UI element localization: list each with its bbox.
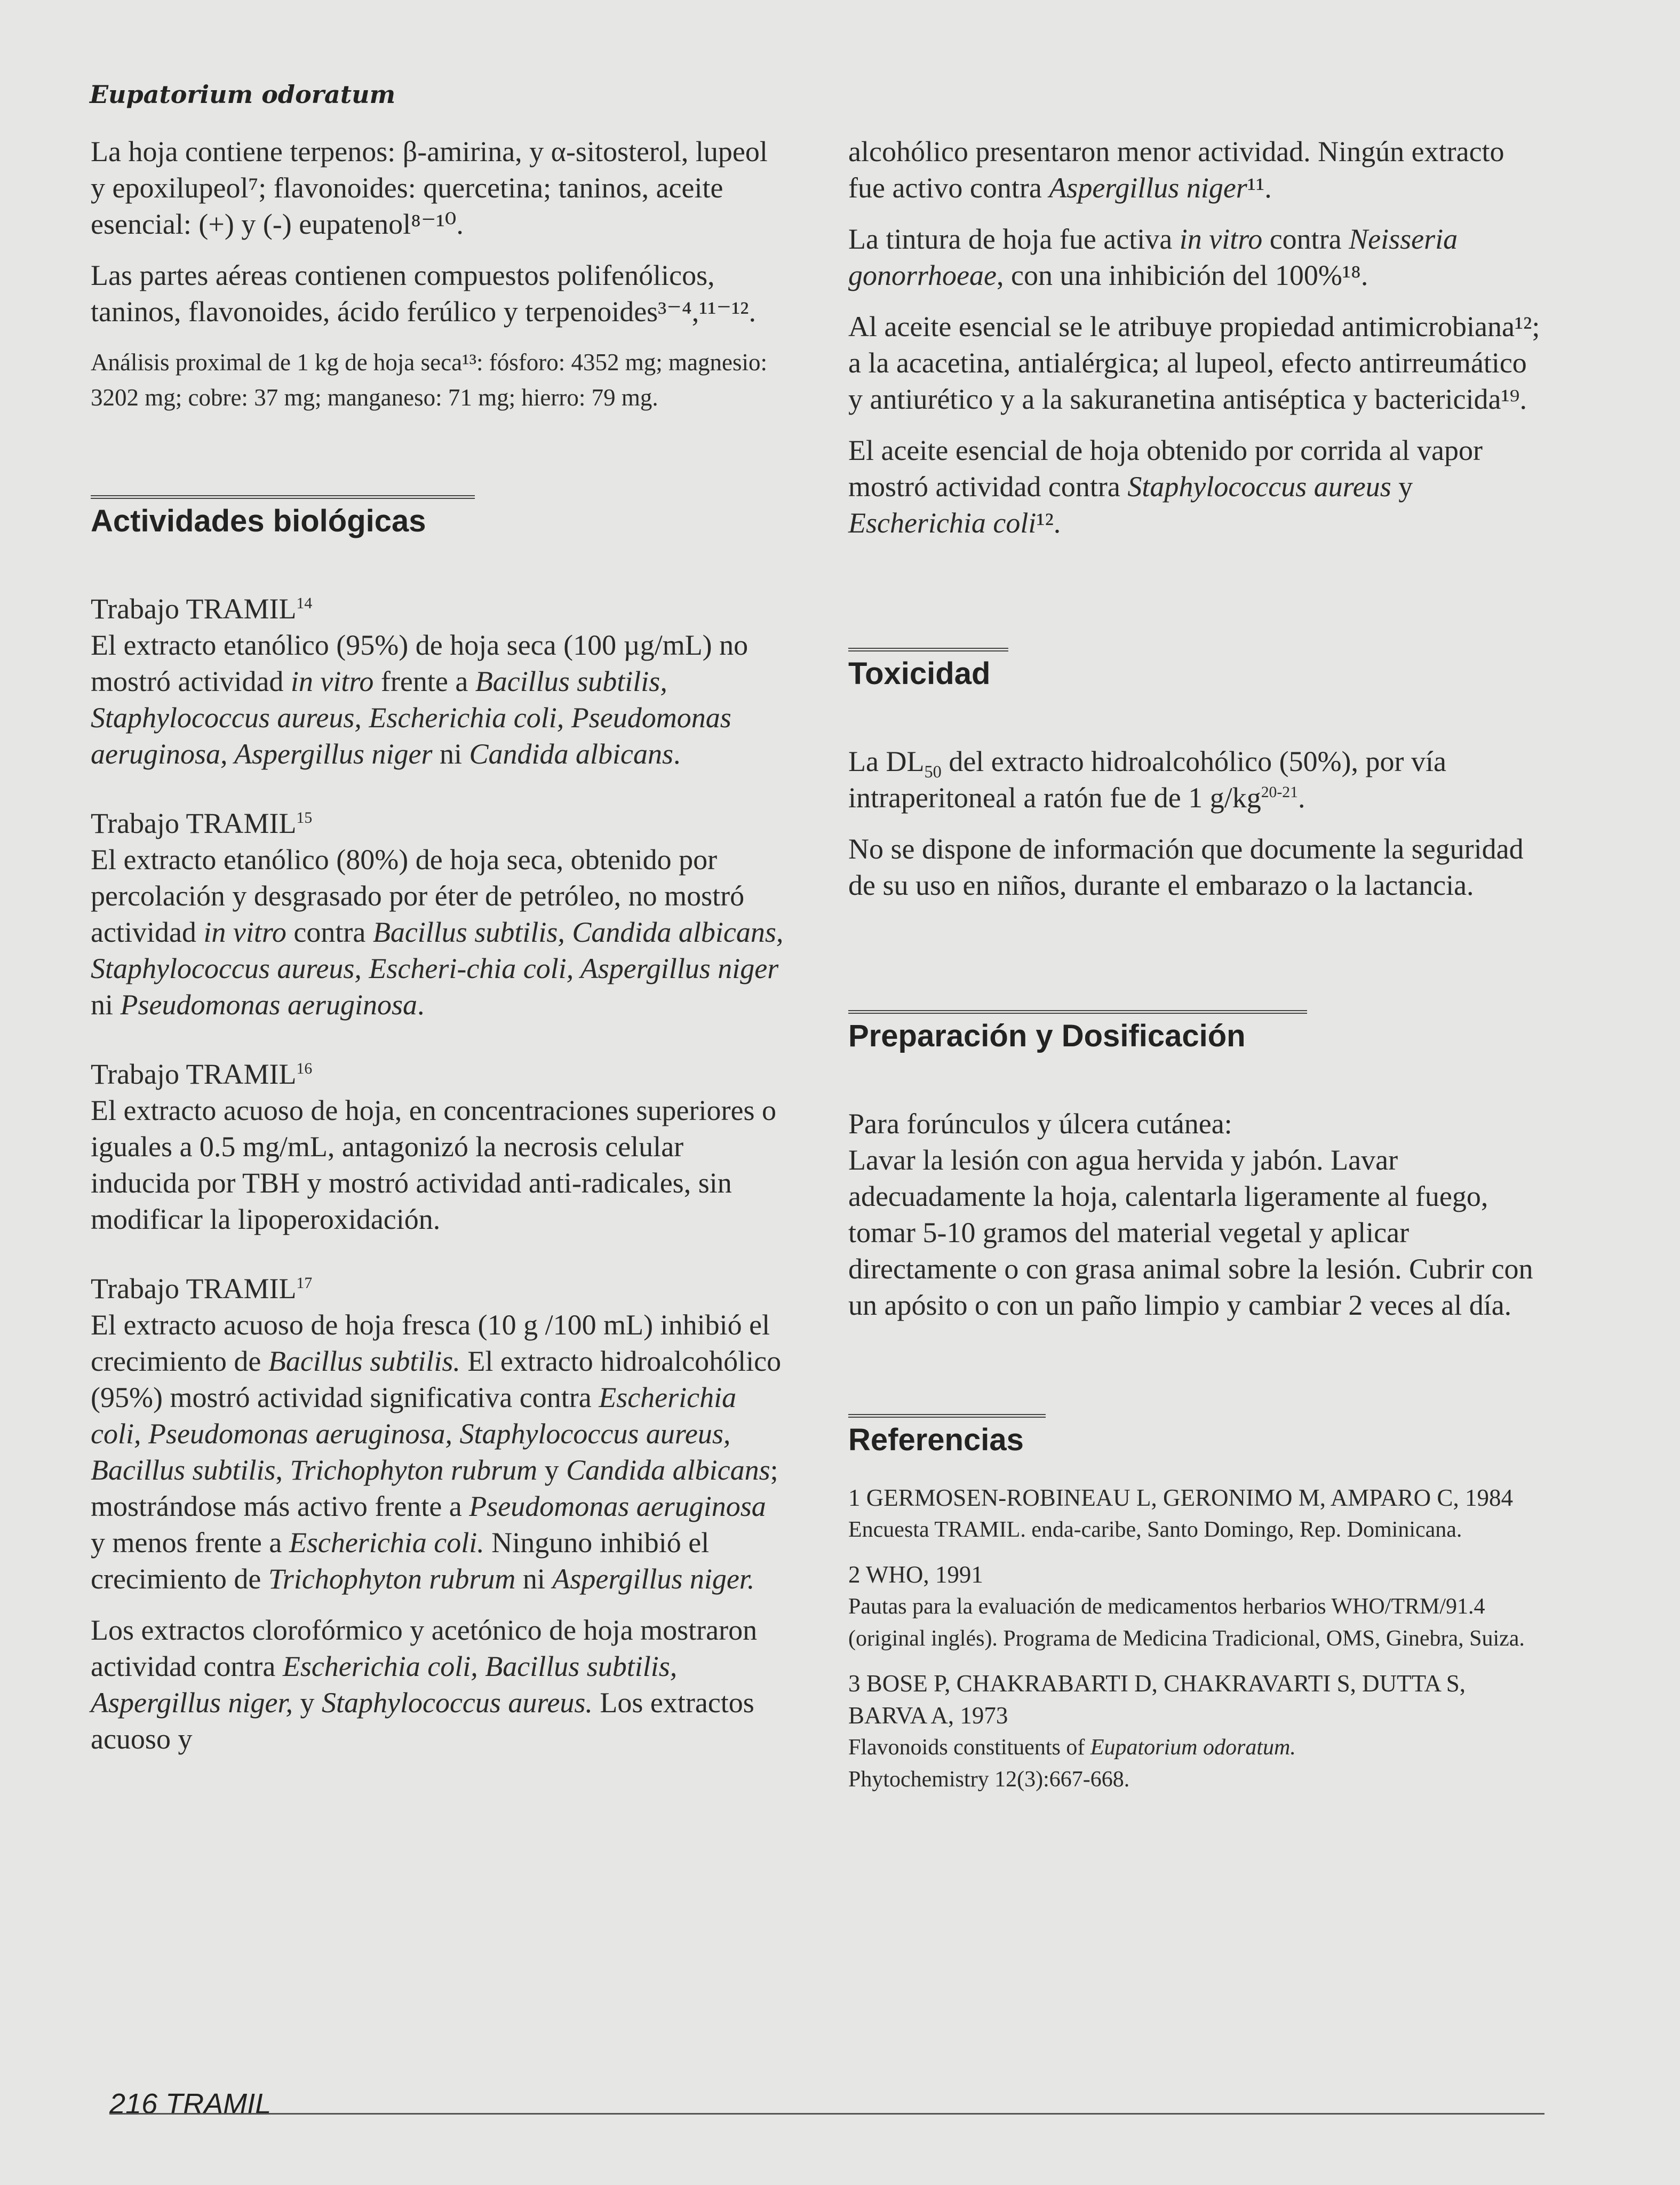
italic-run: Trichophyton rubrum [268,1563,516,1595]
work-15 [91,805,784,1023]
work-text-italic: Bacillus subtilis, Staphylococcus aureus, Escherichia coli, Pseudomonas aeruginosa, Aspergillus niger [91,665,731,770]
work-ref: 14 [296,595,313,612]
work-16 [91,1056,784,1237]
reference-head: 2 WHO, 1991 [848,1561,983,1588]
section-rule [848,1010,1307,1014]
reference-body: Pautas para la evaluación de medicamentos herbarios WHO/TRM/91.4 (original inglés). Programa de Medicina Tradicional, OMS, Ginebra, Suiza. [848,1594,1525,1651]
work-ref: 17 [296,1275,313,1292]
reference-body: Phytochemistry 12(3):667-668. [848,1767,1130,1792]
page-footer: 216 TRAMIL [109,2088,272,2120]
text-run: y [1391,471,1413,503]
work-text: contra [286,916,373,948]
work-text: frente a [373,665,475,697]
text-run: ¹². [1036,507,1061,539]
work-17 [91,1270,784,1597]
text-run: ; mostrándose más activo frente a [91,1454,778,1522]
footer-rule [109,2113,1544,2115]
running-title: Eupatorium odoratum [90,80,396,109]
section-title: Referencias [848,1423,1024,1457]
preparation-text: Lavar la lesión con agua hervida y jabón. Lavar adecuadamente la hoja, calentarla ligeramente al fuego, tomar 5-10 gramos del material vegetal y aplicar directamente o con grasa animal sobre la lesión. Cubrir con un apósito o con un paño limpio y cambiar 2 veces al día. [848,1144,1533,1321]
section-title: Toxicidad [848,656,991,691]
work-text: El extracto etanólico (80%) de hoja seca, obtenido por percolación y desgrasado por éter de petróleo, no mostró actividad [91,844,745,948]
right-paragraph-2 [848,221,1542,293]
toxicity-paragraph-2: No se dispone de información que documente la seguridad de su uso en niños, durante el embarazo o la lactancia. [848,833,1524,901]
text-run: ni [515,1563,553,1595]
work-text: . [673,738,681,770]
work-text-italic: Bacillus subtilis, Candida albicans, Staphylococcus aureus, Escheri-chia coli, Aspergillus niger [91,916,784,984]
work-title: Trabajo TRAMIL [91,807,297,839]
intro-paragraph-1: La hoja contiene terpenos: β-amirina, y α-sitosterol, lupeol y epoxilupeol⁷; flavonoides: quercetina; taninos, aceite esencial: (+) y (-) eupatenol⁸⁻¹⁰. [91,136,768,240]
text-run: ¹¹. [1247,172,1272,204]
section-title: Actividades biológicas [91,504,426,538]
section-toxicity [848,648,1542,903]
section-biological-activities [91,495,784,1757]
text-run: La tintura de hoja fue activa [848,223,1180,255]
text-run: y [293,1687,322,1719]
work-text [91,1309,781,1595]
italic-run: Escherichia coli. [289,1527,484,1559]
italic-run: Candida albicans [566,1454,770,1486]
work-title: Trabajo TRAMIL [91,1273,297,1305]
work-text: El extracto etanólico (95%) de hoja seca (100 µg/mL) no mostró actividad [91,629,749,697]
work-text: ni [432,738,469,770]
text-run: , [275,1454,290,1486]
work-title: Trabajo TRAMIL [91,593,297,625]
section-rule [848,648,1008,651]
section-rule [91,495,475,499]
left-column [91,133,784,1757]
italic-run: Pseudomonas aeruginosa [469,1490,766,1522]
reference-head: 3 BOSE P, CHAKRABARTI D, CHAKRAVARTI S, DUTTA S, BARVA A, 1973 [848,1670,1466,1729]
section-preparation [848,1010,1542,1323]
intro-paragraph-2: Las partes aéreas contienen compuestos polifenólicos, taninos, flavonoides, ácido ferúlico y terpenoides³⁻⁴,¹¹⁻¹². [91,259,756,328]
section-rule [848,1414,1046,1418]
work-text: ni [91,989,121,1021]
work-text-italic: in vitro [203,916,286,948]
preparation-intro: Para forúnculos y úlcera cutánea: [848,1108,1232,1140]
work-text-italic: Candida albicans [469,738,674,770]
text-run: y [537,1454,567,1486]
work-title: Trabajo TRAMIL [91,1058,297,1090]
italic-run: Escherichia coli, Bacillus subtilis, Aspergillus niger, [91,1650,678,1719]
reference-item [848,1482,1542,1546]
text-run: alcohólico presentaron menor actividad. Ningún extracto fue activo contra [848,136,1504,204]
right-paragraph-3: Al aceite esencial se le atribuye propiedad antimicrobiana¹²; a la acacetina, antialérgica; al lupeol, efecto antirreumático y antiurético y a la sakuranetina antiséptica y bactericida¹⁹. [848,311,1540,415]
section-references [848,1414,1542,1795]
italic-run: Staphylococcus aureus. [322,1687,593,1719]
italic-run: in vitro [1179,223,1263,255]
reference-item [848,1559,1542,1655]
work-text-italic: in vitro [290,665,374,697]
text-run: y menos frente a [91,1527,289,1559]
work-14 [91,591,784,772]
italic-run: Escherichia coli, Pseudomonas aeruginosa, Staphylococcus aureus, Bacillus subtilis [91,1381,737,1486]
text-run: Ninguno inhibió el crecimiento de [91,1527,710,1595]
work-text-italic: Pseudomonas aeruginosa [120,989,417,1021]
italic-run: Aspergillus niger [1049,172,1247,204]
section-title: Preparación y Dosificación [848,1019,1246,1053]
work-text: . [417,989,425,1021]
closing-paragraph [91,1612,784,1757]
italic-run: Bacillus subtilis. [268,1345,460,1377]
reference-body: Encuesta TRAMIL. enda-caribe, Santo Domingo, Rep. Dominicana. [848,1517,1462,1542]
right-paragraph-1 [848,133,1542,206]
right-paragraph-4 [848,432,1542,541]
text-run: contra [1262,223,1349,255]
text-run: El aceite esencial de hoja obtenido por corrida al vapor mostró actividad contra [848,434,1483,503]
text-run: El extracto acuoso de hoja fresca (10 g /100 mL) inhibió el crecimiento de [91,1309,770,1377]
reference-item [848,1667,1542,1795]
text-run: El extracto hidroalcohólico (95%) mostró actividad significativa contra [91,1345,782,1413]
italic-run: Trichophyton rubrum [290,1454,538,1486]
reference-head: 1 GERMOSEN-ROBINEAU L, GERONIMO M, AMPARO C, 1984 [848,1484,1513,1511]
toxicity-paragraph-1: La $DL_{50}$ del extracto hidroalcohólico (50%), por vía intraperitoneal a ratón fue de 1 $g/kg^{20-21}$. [848,745,1446,814]
reference-body: Flavonoids constituents of Eupatorium odoratum. [848,1735,1296,1760]
text-run: , con una inhibición del 100%¹⁸. [997,259,1368,291]
proximal-analysis: Análisis proximal de 1 kg de hoja seca¹³: fósforo: 4352 mg; magnesio: 3202 mg; cobre: 37 mg; manganeso: 71 mg; hierro: 79 mg. [91,349,767,411]
italic-run: Escherichia coli [848,507,1037,539]
italic-run: Neisseria gonorrhoeae [848,223,1458,291]
italic-run: Staphylococcus aureus [1127,471,1391,503]
text-run: Los extractos acuoso y [91,1687,754,1755]
text-run: Los extractos clorofórmico y acetónico de hoja mostraron actividad contra [91,1614,758,1682]
work-text: El extracto acuoso de hoja, en concentraciones superiores o iguales a 0.5 mg/mL, antagonizó la necrosis celular inducida por TBH y mostró actividad anti-radicales, sin modificar la lipoperoxidación. [91,1094,776,1235]
right-column [848,133,1542,1795]
work-ref: 15 [296,809,313,827]
italic-run: Aspergillus niger. [552,1563,755,1595]
work-ref: 16 [296,1060,313,1077]
